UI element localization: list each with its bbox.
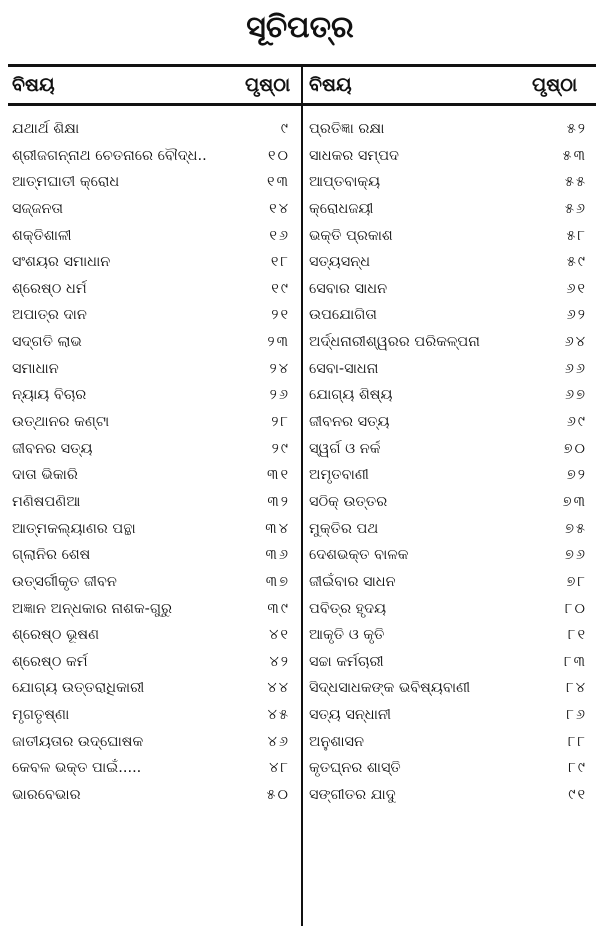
toc-entry-subject: ମୃଗତୃଷ୍ଣା — [12, 707, 70, 724]
toc-entry — [12, 755, 294, 782]
toc-entry — [309, 196, 591, 223]
toc-entry — [309, 169, 591, 196]
toc-entry-subject: ସତ୍ୟସନ୍ଧ — [309, 254, 371, 271]
toc-entry — [12, 462, 294, 489]
toc-entry — [12, 702, 294, 729]
toc-entry-page: ୪୫ — [267, 707, 290, 724]
toc-entry-page: ୧୩ — [267, 174, 290, 191]
toc-entry-subject: ନ୍ୟାୟ ବିଚାର — [12, 387, 87, 404]
toc-entry-subject: ପବିତ୍ର ହୃଦୟ — [309, 600, 387, 617]
toc-entry-page: ୫୬ — [564, 200, 587, 217]
toc-entry — [309, 782, 591, 809]
toc-entry — [309, 382, 591, 409]
toc-entry-subject: ଶ୍ରେଷ୍ଠ ଭୂଷଣ — [12, 627, 100, 644]
toc-entry-page: ୫୩ — [562, 147, 587, 164]
toc-entry — [12, 196, 294, 223]
toc-entry-page: ୩୬ — [265, 547, 290, 564]
toc-entry — [309, 516, 591, 543]
header-subject-right: ବିଷୟ — [309, 74, 352, 96]
toc-entry-page: ୧୯ — [271, 280, 290, 297]
toc-entry-subject: ଅର୍ଦ୍ଧନାରୀଶ୍ୱରର ପରିକଳ୍ପନା — [309, 334, 480, 351]
toc-entry-page: ୮୪ — [566, 680, 587, 697]
toc-entry-page: ୫୨ — [566, 121, 587, 137]
header-page-right: ପୃଷ୍ଠା — [532, 74, 578, 96]
toc-entry-page: ୨୬ — [269, 387, 290, 404]
toc-entry — [309, 729, 591, 756]
toc-entry-page: ୮୯ — [568, 760, 587, 777]
toc-entry — [12, 675, 294, 702]
toc-entry — [309, 116, 591, 143]
toc-entry-page: ୫୯ — [566, 254, 587, 271]
toc-entry — [309, 462, 591, 489]
toc-entry-page: ୬୧ — [566, 280, 587, 297]
page-title: ସୂଚିପତ୍ର — [246, 10, 354, 45]
toc-entry — [12, 249, 294, 276]
header-subject-left: ବିଷୟ — [12, 74, 55, 96]
toc-entry-page: ୯୧ — [568, 787, 587, 804]
toc-entry-subject: ଜୀଇଁବାର ସାଧନ — [309, 573, 396, 590]
toc-entry-subject: ସଚ୍ଚା କର୍ମଚାରୀ — [309, 653, 384, 670]
toc-entry-subject: ଆପ୍ତବାକ୍ୟ — [309, 174, 381, 191]
toc-entry-page: ୮୮ — [567, 733, 587, 750]
toc-entry-page: ୬୯ — [566, 414, 587, 431]
toc-entry-page: ୪୧ — [269, 627, 290, 644]
toc-entry-page: ୭୦ — [563, 440, 587, 457]
toc-entry — [12, 169, 294, 196]
toc-entry — [309, 569, 591, 596]
toc-entry — [12, 596, 294, 623]
toc-entry-page: ୨୪ — [269, 360, 290, 377]
toc-entry-page: ୩୧ — [267, 467, 290, 484]
toc-entry — [12, 302, 294, 329]
toc-entry — [12, 489, 294, 516]
toc-entry-page: ୪୪ — [267, 680, 290, 697]
toc-entry — [12, 516, 294, 543]
header-page-left: ପୃଷ୍ଠା — [245, 74, 291, 96]
toc-entry-subject: ଶ୍ରୀଜଗନ୍ନାଥ ଚେତନାରେ ବୌଦ୍ଧ.. — [12, 147, 207, 164]
toc-entry-page: ୬୭ — [565, 387, 587, 404]
toc-entry — [309, 702, 591, 729]
toc-entry-subject: ଉପଯୋଗିତା — [309, 307, 377, 324]
toc-entry-page: ୩୭ — [265, 573, 290, 590]
toc-entry-page: ୩୪ — [265, 520, 290, 537]
toc-entry-subject: ସଙ୍ଗୀତର ଯାଦୁ — [309, 787, 396, 804]
toc-entry — [309, 596, 591, 623]
toc-entry-subject: ଅପାତ୍ର ଦାନ — [12, 307, 87, 324]
toc-entry-page: ୨୩ — [267, 334, 290, 351]
toc-entry-subject: ସତ୍ୟ ସନ୍ଧାନୀ — [309, 707, 392, 724]
toc-entry-subject: ସାଧକର ସମ୍ପଦ — [309, 147, 400, 164]
toc-entry — [12, 276, 294, 303]
toc-entry-subject: ଜୀବନର ସତ୍ୟ — [309, 414, 390, 431]
toc-entry — [309, 649, 591, 676]
toc-entry-page: ୪୬ — [267, 733, 290, 750]
toc-entry-subject: ସଦ୍‌ଗତି ଲାଭ — [12, 334, 82, 351]
toc-entry — [309, 622, 591, 649]
toc-entry-page: ୪୨ — [269, 653, 290, 670]
toc-entry — [309, 276, 591, 303]
toc-entry-page: ୧୦ — [267, 147, 290, 164]
toc-entry-page: ୩୨ — [267, 493, 290, 510]
toc-entry-subject: ସେବା-ସାଧନା — [309, 360, 379, 377]
toc-entry-page: ୫୦ — [266, 787, 290, 804]
toc-entry-page: ୩୯ — [267, 600, 290, 617]
column-divider — [301, 64, 303, 926]
toc-entry-page: ୮୧ — [567, 627, 587, 644]
toc-entry — [12, 569, 294, 596]
toc-entry-subject: ଦାତା ଭିକାରି — [12, 467, 78, 484]
toc-entry-subject: ସେବାର ସାଧନ — [309, 280, 388, 297]
toc-entry-page: ୮୦ — [564, 600, 587, 617]
toc-entry — [12, 782, 294, 809]
toc-entry-page: ୪୮ — [269, 760, 290, 777]
toc-entry-subject: ଶ୍ରେଷ୍ଠ ଧର୍ମ — [12, 280, 87, 297]
toc-entry — [309, 675, 591, 702]
toc-entry-subject: ସିଦ୍ଧସାଧକଙ୍କ ଭବିଷ୍ୟବାଣୀ — [309, 680, 471, 697]
toc-entry-subject: ଉତ୍ସର୍ଗୀକୃତ ଜୀବନ — [12, 573, 117, 590]
toc-entry-page: ୨୮ — [271, 414, 290, 431]
toc-entry-subject: କେବଳ ଭକ୍ତ ପାଇଁ..... — [12, 760, 142, 777]
toc-entry-page: ୨୯ — [271, 440, 290, 457]
toc-entry-subject: ଆତ୍ମଘାତୀ କ୍ରୋଧ — [12, 174, 120, 191]
toc-entry — [309, 302, 591, 329]
toc-entry-subject: ଆକୃତି ଓ କୃତି — [309, 627, 385, 644]
toc-entry-subject: ଉତ୍‌ଥାନର କଣ୍ଟା — [12, 414, 110, 431]
toc-entry-subject: ସଜ୍ଜନତା — [12, 200, 64, 217]
toc-entry — [309, 223, 591, 250]
toc-entry — [12, 436, 294, 463]
toc-entry-page: ୬୨ — [566, 307, 587, 324]
toc-entry — [12, 116, 294, 143]
toc-entry — [12, 729, 294, 756]
toc-entry-page: ୭୬ — [565, 547, 587, 564]
toc-entry — [309, 542, 591, 569]
toc-entry-subject: ଜୀବନର ସତ୍ୟ — [12, 440, 93, 457]
toc-entry — [12, 542, 294, 569]
toc-entry-page: ୧୮ — [270, 254, 290, 271]
toc-entry-subject: ଗ୍ଲାନିର ଶେଷ — [12, 547, 91, 564]
toc-entry-subject: ଅମୃତବାଣୀ — [309, 467, 369, 484]
toc-entry-subject: ଯଥାର୍ଥ ଶିକ୍ଷା — [12, 121, 80, 137]
toc-entry-page: ୭୫ — [565, 520, 587, 537]
toc-entry-subject: କୃତଘ୍ନର ଶାସ୍ତି — [309, 760, 401, 777]
toc-entry — [309, 249, 591, 276]
toc-entry-subject: ପ୍ରତିଜ୍ଞା ରକ୍ଷା — [309, 121, 385, 137]
toc-entry-page: ୬୪ — [564, 334, 587, 351]
toc-entry — [309, 436, 591, 463]
toc-entry-page: ୧୬ — [269, 227, 290, 244]
toc-entry-subject: ସଠିକ୍ ଉତ୍ତର — [309, 493, 388, 510]
toc-entry — [12, 329, 294, 356]
toc-entry — [309, 329, 591, 356]
left-column — [12, 116, 294, 926]
right-column — [309, 116, 591, 926]
toc-entry-page: ୭୮ — [566, 573, 587, 590]
toc-entry-subject: ଜାତୀୟତାର ଉଦ୍‌ଘୋଷକ — [12, 733, 144, 750]
toc-entry-subject: ଯୋଗ୍ୟ ଉତ୍ତରାଧିକାରୀ — [12, 680, 145, 697]
toc-entry-page: ୫୫ — [564, 174, 587, 191]
toc-entry-page: ୭୩ — [562, 493, 587, 510]
toc-entry-page: ୭୨ — [566, 467, 587, 484]
toc-entry-page: ୨୧ — [271, 307, 290, 324]
toc-entry — [12, 223, 294, 250]
toc-entry-subject: ଅନୁଶାସନ — [309, 733, 364, 750]
toc-entry-subject: ମୁକ୍ତିର ପଥ — [309, 520, 379, 537]
toc-entry-subject: ଦେଶଭକ୍ତ ବାଳକ — [309, 547, 409, 564]
toc-entry-page: ୧୪ — [269, 200, 290, 217]
toc-entry — [309, 356, 591, 383]
toc-entry-subject: ଭାରବେଭାର — [12, 787, 81, 804]
toc-entry-page: ୫୮ — [566, 227, 587, 244]
toc-entry-subject: ଯୋଗ୍ୟ ଶିଷ୍ୟ — [309, 387, 393, 404]
toc-entry — [12, 622, 294, 649]
toc-entry-subject: କ୍ରୋଧଜୟୀ — [309, 200, 374, 217]
toc-entry-subject: ଅଜ୍ଞାନ ଅନ୍ଧକାର ନାଶକ-ଗୁରୁ — [12, 600, 173, 617]
toc-entry-subject: ଆତ୍ମକଲ୍ୟାଣର ପନ୍ଥା — [12, 520, 136, 537]
toc-entry — [12, 143, 294, 170]
toc-entry-page: ୬୬ — [564, 360, 587, 377]
toc-entry-subject: ଶକ୍ତିଶାଳୀ — [12, 227, 72, 244]
toc-entry — [309, 755, 591, 782]
toc-entry — [12, 649, 294, 676]
toc-entry-page: ୮୩ — [564, 653, 587, 670]
toc-entry-subject: ସଂଶୟର ସମାଧାନ — [12, 254, 111, 271]
toc-entry-subject: ମଣିଷପଣିଆ — [12, 493, 81, 510]
toc-entry — [309, 409, 591, 436]
toc-entry — [12, 409, 294, 436]
toc-entry — [12, 356, 294, 383]
toc-entry-subject: ସ୍ୱର୍ଗ ଓ ନର୍କ — [309, 440, 381, 457]
toc-entry-page: ୮୬ — [566, 707, 587, 724]
toc-entry — [309, 143, 591, 170]
toc-entry — [309, 489, 591, 516]
toc-entry — [12, 382, 294, 409]
toc-entry-subject: ଭକ୍ତି ପ୍ରକାଶ — [309, 227, 393, 244]
toc-entry-subject: ସମାଧାନ — [12, 360, 59, 377]
toc-entry-subject: ଶ୍ରେଷ୍ଠ କର୍ମ — [12, 653, 88, 670]
toc-entry-page: ୯ — [280, 121, 290, 137]
